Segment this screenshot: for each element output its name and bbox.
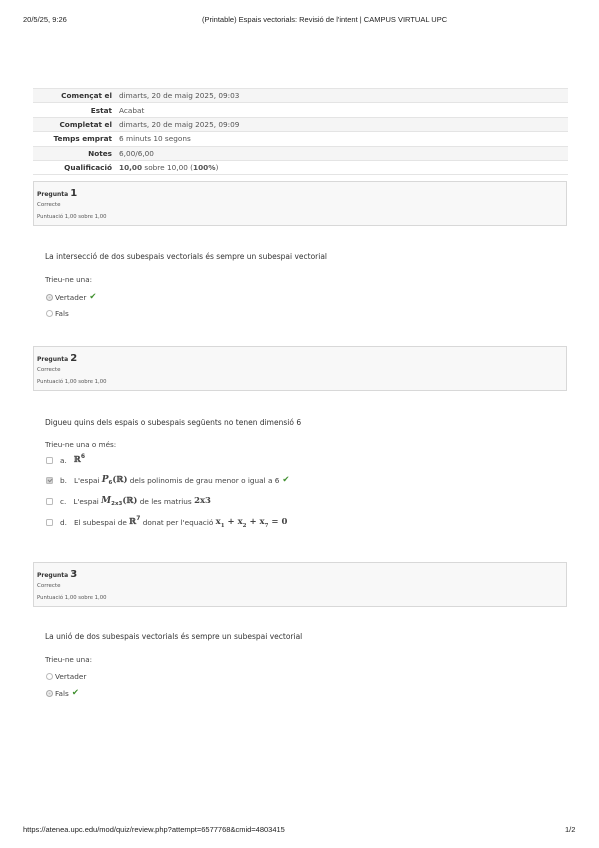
question-number bbox=[37, 188, 77, 199]
question-2-option-a[interactable] bbox=[46, 455, 85, 465]
checkbox-unchecked[interactable] bbox=[46, 519, 53, 526]
attempt-summary-table bbox=[33, 88, 568, 175]
math-subscript: 6 bbox=[108, 479, 113, 486]
option-text-post: dels polinomis de grau menor o igual a 6 bbox=[127, 475, 280, 485]
option-label: Fals bbox=[55, 688, 69, 698]
question-3-option-false[interactable] bbox=[46, 688, 79, 698]
summary-row-state bbox=[33, 103, 568, 117]
question-2-option-c[interactable] bbox=[46, 496, 211, 506]
question-1-text: La intersecció de dos subespais vectorials és sempre un subespai vectorial bbox=[45, 252, 328, 261]
grade-close: ) bbox=[215, 163, 219, 173]
question-label: Pregunta bbox=[37, 356, 69, 363]
radio-unselected[interactable] bbox=[46, 310, 53, 317]
question-number-value: 2 bbox=[70, 353, 78, 364]
question-3-option-true[interactable] bbox=[46, 672, 86, 681]
summary-label: Qualificació bbox=[33, 160, 118, 174]
print-page-number: 1/2 bbox=[565, 825, 576, 834]
option-text-pre: El subespai de bbox=[73, 517, 130, 527]
checkbox-checked[interactable] bbox=[46, 477, 53, 484]
option-letter: b. bbox=[60, 475, 67, 485]
question-number-value: 3 bbox=[70, 569, 78, 580]
math-exponent: 7 bbox=[136, 515, 141, 522]
math-arg: (ℝ) bbox=[112, 475, 128, 485]
print-url[interactable]: https://atenea.upc.edu/mod/quiz/review.php?attempt=6577768&cmid=4803415 bbox=[23, 825, 285, 834]
math-set: ℝ bbox=[73, 455, 81, 465]
correct-check-icon: ✔ bbox=[89, 292, 97, 302]
option-label: Fals bbox=[55, 309, 69, 318]
question-number bbox=[37, 353, 77, 364]
print-title: (Printable) Espais vectorials: Revisió de l'intent | CAMPUS VIRTUAL UPC bbox=[202, 15, 448, 24]
radio-selected[interactable] bbox=[46, 690, 53, 697]
grade-score: 10,00 bbox=[119, 163, 143, 173]
option-label: Vertader bbox=[55, 672, 87, 681]
summary-value: dimarts, 20 de maig 2025, 09:03 bbox=[118, 89, 568, 103]
grade-out-of: sobre 10,00 ( bbox=[142, 163, 194, 173]
option-letter: d. bbox=[60, 517, 67, 527]
math-arg: (ℝ) bbox=[122, 496, 138, 506]
question-number-value: 1 bbox=[70, 188, 78, 199]
eq-sub: 2 bbox=[242, 522, 247, 529]
summary-value bbox=[118, 160, 568, 174]
question-2-option-d[interactable] bbox=[46, 517, 287, 527]
question-3-prompt: Trieu-ne una: bbox=[45, 655, 93, 664]
summary-label: Temps emprat bbox=[33, 132, 118, 146]
question-2-option-b[interactable] bbox=[46, 475, 290, 485]
summary-value: Acabat bbox=[118, 103, 568, 117]
eq-var: + x bbox=[246, 517, 265, 527]
option-letter: c. bbox=[60, 496, 67, 506]
math-subscript: 2x3 bbox=[111, 500, 123, 507]
question-grade: Puntuació 1,00 sobre 1,00 bbox=[37, 379, 107, 385]
summary-label: Començat el bbox=[33, 89, 118, 103]
grade-percent: 100% bbox=[193, 163, 216, 173]
checkbox-unchecked[interactable] bbox=[46, 457, 53, 464]
question-1-info bbox=[33, 181, 567, 226]
eq-var: x bbox=[215, 517, 221, 527]
radio-selected[interactable] bbox=[46, 294, 53, 301]
question-2-prompt: Trieu-ne una o més: bbox=[45, 440, 117, 449]
option-letter: a. bbox=[60, 455, 67, 465]
summary-row-completed bbox=[33, 117, 568, 131]
math-symbol: P bbox=[101, 475, 109, 485]
option-label: Vertader bbox=[55, 292, 87, 302]
summary-row-time bbox=[33, 132, 568, 146]
option-text-post: de les matrius bbox=[137, 496, 195, 506]
summary-label: Completat el bbox=[33, 117, 118, 131]
question-1-prompt: Trieu-ne una: bbox=[45, 275, 93, 284]
summary-row-marks bbox=[33, 146, 568, 160]
eq-rhs: = 0 bbox=[268, 517, 288, 527]
question-3-info bbox=[33, 562, 567, 607]
summary-row-started bbox=[33, 89, 568, 103]
math-exponent: 6 bbox=[80, 453, 86, 460]
summary-label: Estat bbox=[33, 103, 118, 117]
question-label: Pregunta bbox=[37, 191, 69, 198]
summary-value: dimarts, 20 de maig 2025, 09:09 bbox=[118, 117, 568, 131]
question-2-text: Digueu quins dels espais o subespais següents no tenen dimensió 6 bbox=[45, 418, 302, 427]
option-text-pre: L'espai bbox=[73, 496, 102, 506]
radio-unselected[interactable] bbox=[46, 673, 53, 680]
question-1-option-false[interactable] bbox=[46, 309, 69, 318]
question-grade: Puntuació 1,00 sobre 1,00 bbox=[37, 595, 107, 601]
math-set: ℝ bbox=[129, 517, 137, 527]
math-equation bbox=[216, 517, 288, 527]
math-dimension: 2x3 bbox=[194, 496, 211, 506]
question-2-info bbox=[33, 346, 567, 391]
question-3-text: La unió de dos subespais vectorials és sempre un subespai vectorial bbox=[45, 632, 303, 641]
question-state: Correcte bbox=[37, 583, 61, 589]
question-grade: Puntuació 1,00 sobre 1,00 bbox=[37, 214, 107, 220]
question-state: Correcte bbox=[37, 367, 61, 373]
correct-check-icon: ✔ bbox=[71, 688, 79, 698]
eq-sub: 7 bbox=[264, 522, 269, 529]
print-datetime: 20/5/25, 9:26 bbox=[23, 15, 67, 24]
question-label: Pregunta bbox=[37, 572, 69, 579]
question-number bbox=[37, 569, 77, 580]
summary-label: Notes bbox=[33, 146, 118, 160]
eq-var: + x bbox=[224, 517, 243, 527]
question-state: Correcte bbox=[37, 202, 61, 208]
summary-row-grade bbox=[33, 160, 568, 174]
correct-check-icon: ✔ bbox=[282, 475, 290, 485]
option-text-pre: L'espai bbox=[73, 475, 102, 485]
option-text-post: donat per l'equació bbox=[140, 517, 216, 527]
summary-value: 6,00/6,00 bbox=[118, 146, 568, 160]
summary-value: 6 minuts 10 segons bbox=[118, 132, 568, 146]
checkbox-unchecked[interactable] bbox=[46, 498, 53, 505]
eq-sub: 1 bbox=[220, 522, 225, 529]
math-symbol: M bbox=[101, 496, 112, 506]
question-1-option-true[interactable] bbox=[46, 292, 97, 302]
